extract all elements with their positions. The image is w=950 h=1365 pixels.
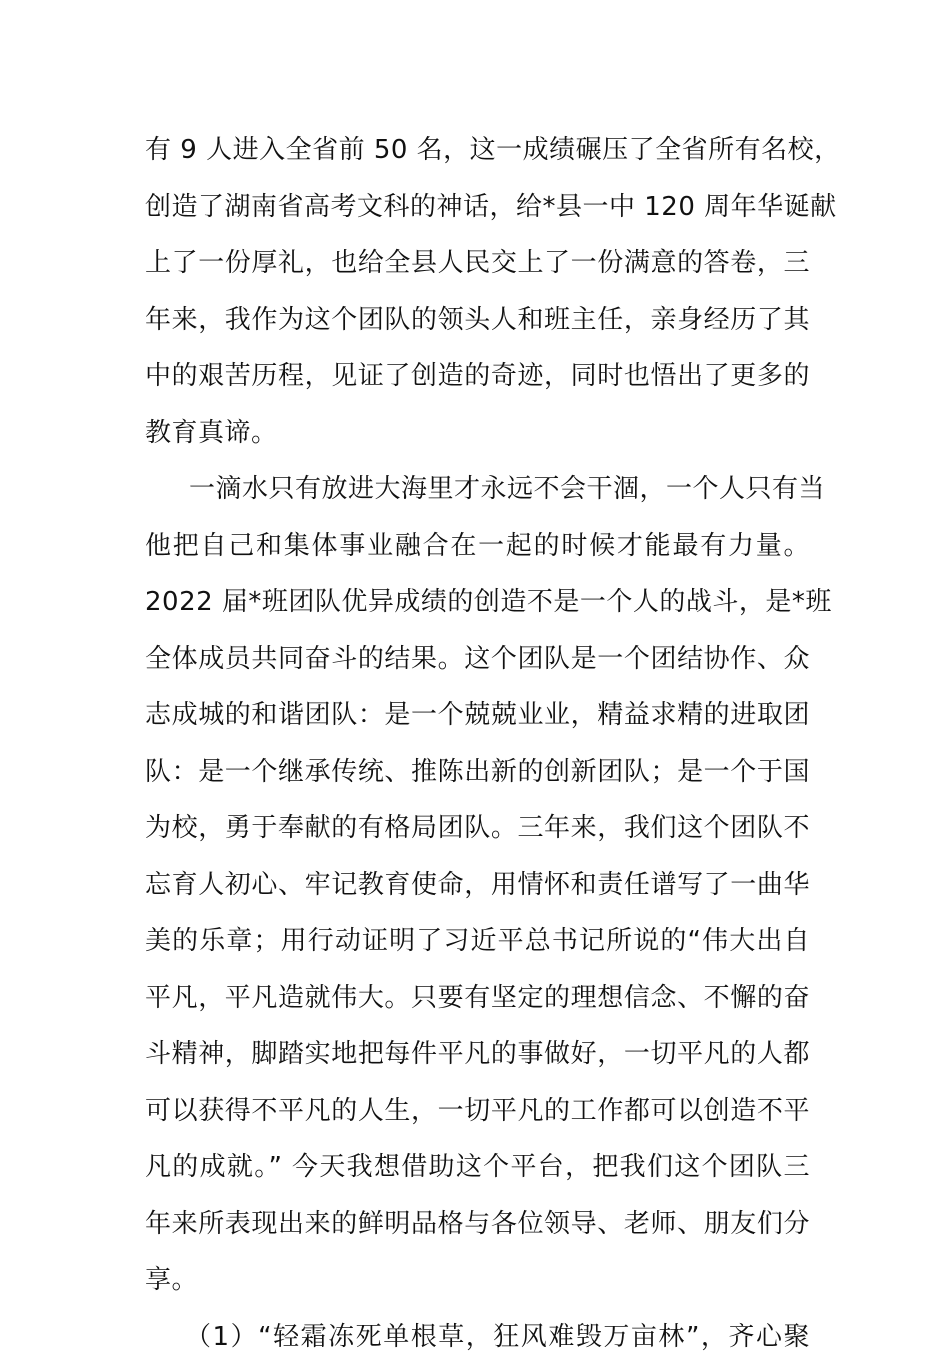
text-line: 年来，我作为这个团队的领头人和班主任，亲身经历了其 — [145, 292, 810, 349]
text-line: 有 9 人进入全省前 50 名，这一成绩碾压了全省所有名校， — [145, 122, 810, 179]
text-line: 可以获得不平凡的人生，一切平凡的工作都可以创造不平 — [145, 1083, 810, 1140]
text-line: 为校，勇于奉献的有格局团队。三年来，我们这个团队不 — [145, 800, 810, 857]
text-line: 美的乐章；用行动证明了习近平总书记所说的“伟大出自 — [145, 913, 810, 970]
text-line: 队：是一个继承传统、推陈出新的创新团队；是一个于国 — [145, 744, 810, 801]
body-text — [145, 122, 810, 1365]
text-line: 全体成员共同奋斗的结果。这个团队是一个团结协作、众 — [145, 631, 810, 688]
text-line: 凡的成就。” 今天我想借助这个平台，把我们这个团队三 — [145, 1139, 810, 1196]
text-line: 他把自己和集体事业融合在一起的时候才能最有力量。 — [145, 518, 810, 575]
text-line: 忘育人初心、牢记教育使命，用情怀和责任谱写了一曲华 — [145, 857, 810, 914]
text-line: 中的艰苦历程，见证了创造的奇迹，同时也悟出了更多的 — [145, 348, 810, 405]
text-line: 志成城的和谐团队：是一个兢兢业业，精益求精的进取团 — [145, 687, 810, 744]
text-line: 创造了湖南省高考文科的神话，给*县一中 120 周年华诞献 — [145, 179, 810, 236]
text-line: 教育真谛。 — [145, 405, 810, 462]
text-line: 2022 届*班团队优异成绩的创造不是一个人的战斗，是*班 — [145, 574, 810, 631]
text-line: 年来所表现出来的鲜明品格与各位领导、老师、朋友们分 — [145, 1196, 810, 1253]
text-line: 斗精神，脚踏实地把每件平凡的事做好，一切平凡的人都 — [145, 1026, 810, 1083]
text-line: 平凡，平凡造就伟大。只要有坚定的理想信念、不懈的奋 — [145, 970, 810, 1027]
text-line: 享。 — [145, 1252, 810, 1309]
text-line: 上了一份厚礼，也给全县人民交上了一份满意的答卷，三 — [145, 235, 810, 292]
list-item-heading-line: （1）“轻霜冻死单根草，狂风难毁万亩林”，齐心聚 — [145, 1309, 810, 1365]
paragraph-start-line: 一滴水只有放进大海里才永远不会干涸，一个人只有当 — [145, 461, 810, 518]
